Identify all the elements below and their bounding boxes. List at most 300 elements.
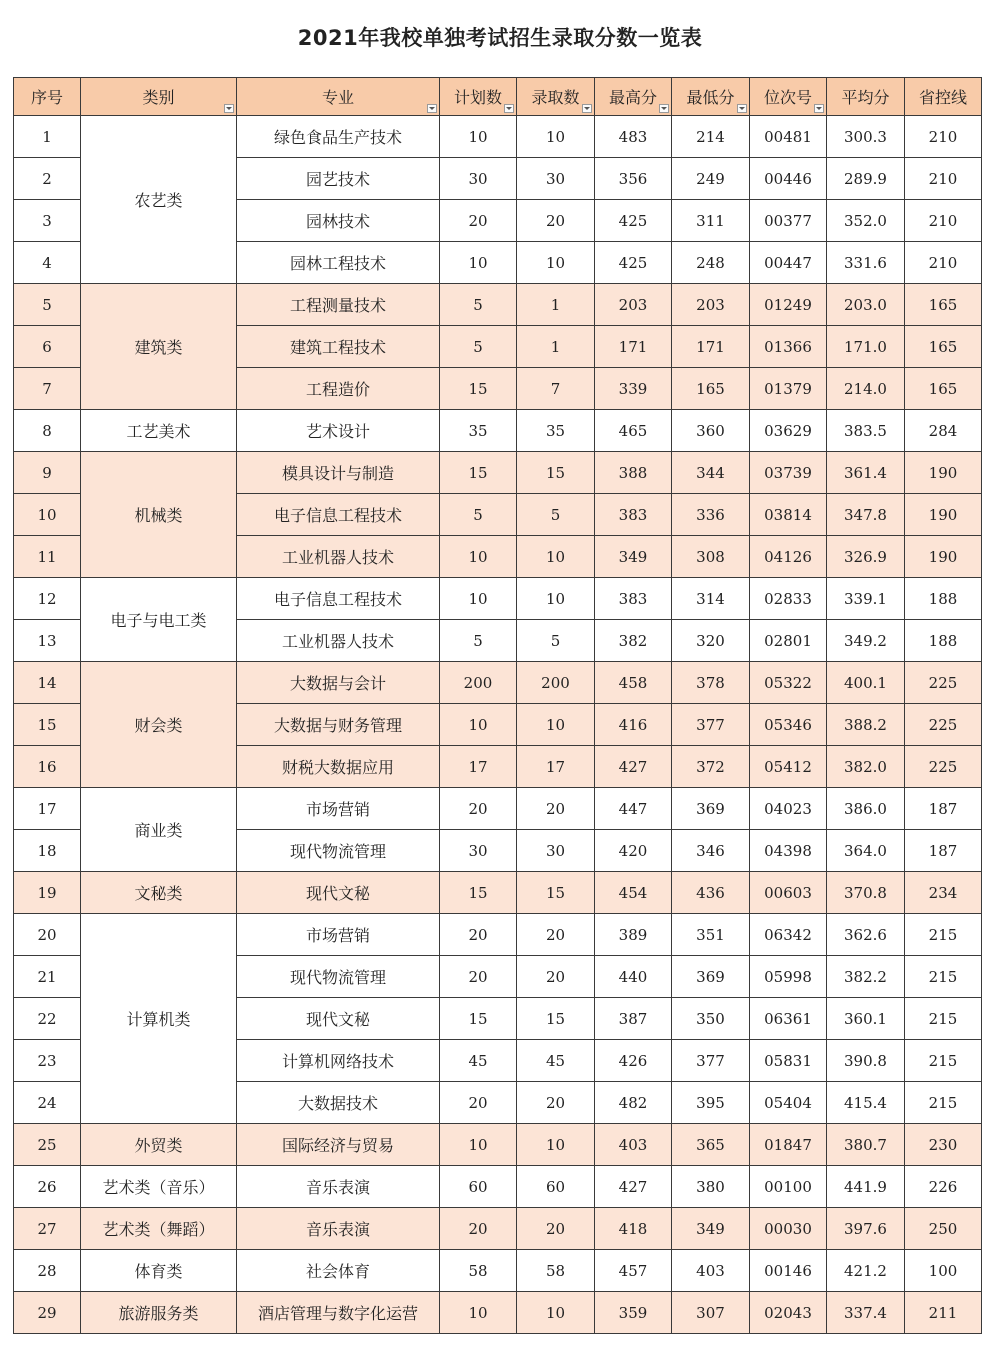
cell-max: 457: [595, 1250, 672, 1292]
cell-max: 427: [595, 1166, 672, 1208]
cell-average: 331.6: [827, 242, 905, 284]
cell-average: 397.6: [827, 1208, 905, 1250]
cell-max: 389: [595, 914, 672, 956]
cell-rank: 00446: [750, 158, 827, 200]
cell-index: 2: [14, 158, 81, 200]
cell-index: 29: [14, 1292, 81, 1334]
cell-rank: 01249: [750, 284, 827, 326]
cell-average: 300.3: [827, 116, 905, 158]
header-rank: [750, 78, 827, 116]
cell-min: 346: [672, 830, 750, 872]
cell-admitted: 35: [517, 410, 595, 452]
cell-max: 465: [595, 410, 672, 452]
cell-index: 24: [14, 1082, 81, 1124]
cell-average: 349.2: [827, 620, 905, 662]
header-index: [14, 78, 81, 116]
cell-index: 10: [14, 494, 81, 536]
cell-max: 418: [595, 1208, 672, 1250]
cell-rank: 00447: [750, 242, 827, 284]
cell-plan: 10: [440, 1292, 517, 1334]
cell-average: 380.7: [827, 1124, 905, 1166]
cell-plan: 15: [440, 872, 517, 914]
cell-average: 203.0: [827, 284, 905, 326]
cell-plan: 10: [440, 704, 517, 746]
cell-min: 307: [672, 1292, 750, 1334]
cell-index: 19: [14, 872, 81, 914]
filter-dropdown-icon[interactable]: [737, 104, 747, 113]
cell-min: 249: [672, 158, 750, 200]
cell-plan: 20: [440, 200, 517, 242]
cell-max: 359: [595, 1292, 672, 1334]
cell-plan: 15: [440, 998, 517, 1040]
cell-rank: 06342: [750, 914, 827, 956]
cell-control-line: 234: [905, 872, 982, 914]
cell-control-line: 190: [905, 452, 982, 494]
cell-index: 23: [14, 1040, 81, 1082]
cell-major: 园林技术: [237, 200, 440, 242]
cell-major: 园林工程技术: [237, 242, 440, 284]
cell-max: 426: [595, 1040, 672, 1082]
page-title: 2021年我校单独考试招生录取分数一览表: [297, 26, 703, 50]
cell-control-line: 187: [905, 788, 982, 830]
cell-major: 电子信息工程技术: [237, 494, 440, 536]
cell-control-line: 210: [905, 116, 982, 158]
cell-max: 482: [595, 1082, 672, 1124]
cell-index: 15: [14, 704, 81, 746]
cell-min: 203: [672, 284, 750, 326]
cell-major: 电子信息工程技术: [237, 578, 440, 620]
cell-index: 18: [14, 830, 81, 872]
header-label: 序号: [30, 88, 63, 107]
header-label: 平均分: [841, 88, 890, 107]
cell-rank: 02043: [750, 1292, 827, 1334]
cell-admitted: 5: [517, 494, 595, 536]
cell-control-line: 211: [905, 1292, 982, 1334]
cell-index: 11: [14, 536, 81, 578]
cell-plan: 20: [440, 1208, 517, 1250]
cell-min: 349: [672, 1208, 750, 1250]
cell-plan: 10: [440, 578, 517, 620]
cell-min: 248: [672, 242, 750, 284]
cell-control-line: 187: [905, 830, 982, 872]
cell-min: 436: [672, 872, 750, 914]
cell-average: 362.6: [827, 914, 905, 956]
cell-min: 165: [672, 368, 750, 410]
cell-major: 模具设计与制造: [237, 452, 440, 494]
cell-index: 20: [14, 914, 81, 956]
cell-min: 365: [672, 1124, 750, 1166]
cell-min: 377: [672, 1040, 750, 1082]
cell-major: 音乐表演: [237, 1208, 440, 1250]
cell-average: 360.1: [827, 998, 905, 1040]
cell-max: 203: [595, 284, 672, 326]
header-label: 录取数: [531, 88, 580, 107]
header-label: 位次号: [763, 88, 812, 107]
cell-average: 390.8: [827, 1040, 905, 1082]
cell-average: 289.9: [827, 158, 905, 200]
filter-dropdown-icon[interactable]: [814, 104, 824, 113]
cell-min: 214: [672, 116, 750, 158]
cell-admitted: 58: [517, 1250, 595, 1292]
cell-major: 市场营销: [237, 788, 440, 830]
cell-average: 415.4: [827, 1082, 905, 1124]
header-control-line: [905, 78, 982, 116]
cell-min: 378: [672, 662, 750, 704]
cell-category: 文秘类: [81, 872, 237, 914]
cell-index: 22: [14, 998, 81, 1040]
cell-average: 352.0: [827, 200, 905, 242]
cell-plan: 60: [440, 1166, 517, 1208]
cell-rank: 00030: [750, 1208, 827, 1250]
cell-index: 27: [14, 1208, 81, 1250]
cell-min: 320: [672, 620, 750, 662]
cell-rank: 05322: [750, 662, 827, 704]
cell-max: 388: [595, 452, 672, 494]
cell-rank: 01379: [750, 368, 827, 410]
cell-plan: 5: [440, 326, 517, 368]
cell-admitted: 20: [517, 1208, 595, 1250]
cell-rank: 01366: [750, 326, 827, 368]
cell-major: 音乐表演: [237, 1166, 440, 1208]
table-row: [14, 284, 982, 326]
cell-control-line: 210: [905, 200, 982, 242]
table-row: [14, 1208, 982, 1250]
cell-rank: 05412: [750, 746, 827, 788]
cell-major: 大数据与财务管理: [237, 704, 440, 746]
header-label: 计划数: [453, 88, 502, 107]
cell-category: 电子与电工类: [81, 578, 237, 662]
cell-admitted: 30: [517, 830, 595, 872]
header-admitted: [517, 78, 595, 116]
cell-control-line: 165: [905, 368, 982, 410]
table-row: [14, 1250, 982, 1292]
cell-admitted: 10: [517, 116, 595, 158]
cell-rank: 02833: [750, 578, 827, 620]
cell-control-line: 215: [905, 1040, 982, 1082]
cell-plan: 58: [440, 1250, 517, 1292]
table-row: [14, 1166, 982, 1208]
cell-index: 1: [14, 116, 81, 158]
cell-plan: 5: [440, 620, 517, 662]
cell-admitted: 15: [517, 998, 595, 1040]
cell-average: 441.9: [827, 1166, 905, 1208]
cell-major: 工业机器人技术: [237, 536, 440, 578]
cell-max: 382: [595, 620, 672, 662]
table-row: [14, 1124, 982, 1166]
table-row: [14, 452, 982, 494]
cell-admitted: 15: [517, 452, 595, 494]
table-header-row: [14, 78, 982, 116]
cell-control-line: 165: [905, 284, 982, 326]
cell-rank: 01847: [750, 1124, 827, 1166]
cell-max: 440: [595, 956, 672, 998]
header-label: 专业: [321, 88, 354, 107]
cell-major: 绿色食品生产技术: [237, 116, 440, 158]
cell-min: 171: [672, 326, 750, 368]
cell-rank: 05404: [750, 1082, 827, 1124]
cell-average: 400.1: [827, 662, 905, 704]
cell-min: 395: [672, 1082, 750, 1124]
cell-rank: 00377: [750, 200, 827, 242]
cell-admitted: 200: [517, 662, 595, 704]
cell-admitted: 20: [517, 788, 595, 830]
cell-max: 339: [595, 368, 672, 410]
cell-plan: 15: [440, 452, 517, 494]
cell-control-line: 225: [905, 662, 982, 704]
cell-max: 171: [595, 326, 672, 368]
cell-category: 机械类: [81, 452, 237, 578]
cell-index: 6: [14, 326, 81, 368]
cell-admitted: 20: [517, 200, 595, 242]
cell-major: 现代物流管理: [237, 956, 440, 998]
cell-max: 458: [595, 662, 672, 704]
cell-average: 326.9: [827, 536, 905, 578]
cell-major: 大数据与会计: [237, 662, 440, 704]
table-row: [14, 914, 982, 956]
table-row: [14, 410, 982, 452]
cell-average: 347.8: [827, 494, 905, 536]
cell-major: 财税大数据应用: [237, 746, 440, 788]
filter-dropdown-icon[interactable]: [427, 104, 437, 113]
cell-plan: 35: [440, 410, 517, 452]
cell-average: 382.0: [827, 746, 905, 788]
cell-category: 外贸类: [81, 1124, 237, 1166]
cell-min: 308: [672, 536, 750, 578]
cell-max: 349: [595, 536, 672, 578]
cell-control-line: 215: [905, 1082, 982, 1124]
cell-plan: 30: [440, 158, 517, 200]
cell-major: 现代物流管理: [237, 830, 440, 872]
cell-control-line: 215: [905, 998, 982, 1040]
cell-control-line: 165: [905, 326, 982, 368]
cell-major: 艺术设计: [237, 410, 440, 452]
cell-admitted: 5: [517, 620, 595, 662]
cell-min: 369: [672, 956, 750, 998]
cell-control-line: 190: [905, 494, 982, 536]
cell-admitted: 10: [517, 536, 595, 578]
cell-max: 416: [595, 704, 672, 746]
header-major: [237, 78, 440, 116]
filter-dropdown-icon[interactable]: [224, 104, 234, 113]
table-row: [14, 872, 982, 914]
table-row: [14, 116, 982, 158]
cell-major: 市场营销: [237, 914, 440, 956]
cell-average: 383.5: [827, 410, 905, 452]
header-label: 省控线: [918, 88, 967, 107]
cell-admitted: 15: [517, 872, 595, 914]
cell-category: 旅游服务类: [81, 1292, 237, 1334]
cell-index: 9: [14, 452, 81, 494]
cell-index: 26: [14, 1166, 81, 1208]
cell-major: 工程测量技术: [237, 284, 440, 326]
table-row: [14, 578, 982, 620]
cell-max: 356: [595, 158, 672, 200]
cell-average: 337.4: [827, 1292, 905, 1334]
cell-rank: 00146: [750, 1250, 827, 1292]
cell-max: 425: [595, 242, 672, 284]
cell-major: 现代文秘: [237, 872, 440, 914]
cell-admitted: 20: [517, 914, 595, 956]
cell-category: 体育类: [81, 1250, 237, 1292]
cell-admitted: 10: [517, 1124, 595, 1166]
filter-dropdown-icon[interactable]: [504, 104, 514, 113]
admission-score-table: [13, 77, 982, 1334]
cell-admitted: 20: [517, 1082, 595, 1124]
cell-admitted: 10: [517, 704, 595, 746]
cell-plan: 15: [440, 368, 517, 410]
cell-control-line: 188: [905, 620, 982, 662]
cell-admitted: 45: [517, 1040, 595, 1082]
cell-plan: 30: [440, 830, 517, 872]
cell-min: 377: [672, 704, 750, 746]
cell-max: 427: [595, 746, 672, 788]
cell-major: 园艺技术: [237, 158, 440, 200]
cell-admitted: 10: [517, 242, 595, 284]
cell-plan: 10: [440, 1124, 517, 1166]
cell-control-line: 225: [905, 746, 982, 788]
cell-control-line: 188: [905, 578, 982, 620]
cell-major: 社会体育: [237, 1250, 440, 1292]
cell-category: 农艺类: [81, 116, 237, 284]
cell-min: 372: [672, 746, 750, 788]
cell-min: 311: [672, 200, 750, 242]
cell-index: 16: [14, 746, 81, 788]
header-min: [672, 78, 750, 116]
cell-index: 5: [14, 284, 81, 326]
cell-rank: 05998: [750, 956, 827, 998]
cell-index: 8: [14, 410, 81, 452]
filter-dropdown-icon[interactable]: [582, 104, 592, 113]
cell-admitted: 10: [517, 1292, 595, 1334]
cell-min: 351: [672, 914, 750, 956]
cell-control-line: 210: [905, 242, 982, 284]
cell-average: 388.2: [827, 704, 905, 746]
cell-max: 383: [595, 578, 672, 620]
cell-min: 350: [672, 998, 750, 1040]
cell-index: 4: [14, 242, 81, 284]
cell-rank: 00603: [750, 872, 827, 914]
cell-min: 360: [672, 410, 750, 452]
table-row: [14, 788, 982, 830]
cell-plan: 10: [440, 242, 517, 284]
cell-admitted: 60: [517, 1166, 595, 1208]
filter-dropdown-icon[interactable]: [659, 104, 669, 113]
cell-index: 17: [14, 788, 81, 830]
cell-plan: 5: [440, 284, 517, 326]
cell-max: 383: [595, 494, 672, 536]
cell-control-line: 100: [905, 1250, 982, 1292]
cell-average: 386.0: [827, 788, 905, 830]
cell-category: 财会类: [81, 662, 237, 788]
cell-max: 420: [595, 830, 672, 872]
cell-average: 171.0: [827, 326, 905, 368]
header-plan: [440, 78, 517, 116]
header-label: 类别: [142, 88, 175, 107]
cell-rank: 02801: [750, 620, 827, 662]
cell-control-line: 230: [905, 1124, 982, 1166]
cell-rank: 05346: [750, 704, 827, 746]
cell-index: 28: [14, 1250, 81, 1292]
cell-plan: 20: [440, 956, 517, 998]
cell-control-line: 226: [905, 1166, 982, 1208]
cell-plan: 5: [440, 494, 517, 536]
cell-admitted: 7: [517, 368, 595, 410]
cell-max: 447: [595, 788, 672, 830]
cell-min: 403: [672, 1250, 750, 1292]
cell-plan: 17: [440, 746, 517, 788]
cell-admitted: 17: [517, 746, 595, 788]
cell-rank: 06361: [750, 998, 827, 1040]
cell-control-line: 284: [905, 410, 982, 452]
cell-plan: 20: [440, 788, 517, 830]
cell-average: 361.4: [827, 452, 905, 494]
cell-category: 建筑类: [81, 284, 237, 410]
cell-admitted: 20: [517, 956, 595, 998]
cell-max: 454: [595, 872, 672, 914]
cell-rank: 05831: [750, 1040, 827, 1082]
cell-category: 艺术类（音乐）: [81, 1166, 237, 1208]
cell-major: 酒店管理与数字化运营: [237, 1292, 440, 1334]
cell-rank: 04398: [750, 830, 827, 872]
cell-admitted: 1: [517, 284, 595, 326]
cell-admitted: 1: [517, 326, 595, 368]
cell-plan: 200: [440, 662, 517, 704]
cell-max: 403: [595, 1124, 672, 1166]
table-row: [14, 662, 982, 704]
cell-plan: 10: [440, 536, 517, 578]
cell-average: 382.2: [827, 956, 905, 998]
header-category: [81, 78, 237, 116]
cell-min: 369: [672, 788, 750, 830]
cell-control-line: 250: [905, 1208, 982, 1250]
cell-rank: 00100: [750, 1166, 827, 1208]
cell-index: 7: [14, 368, 81, 410]
cell-control-line: 190: [905, 536, 982, 578]
cell-average: 421.2: [827, 1250, 905, 1292]
cell-average: 339.1: [827, 578, 905, 620]
cell-major: 现代文秘: [237, 998, 440, 1040]
cell-rank: 03629: [750, 410, 827, 452]
cell-index: 13: [14, 620, 81, 662]
cell-max: 425: [595, 200, 672, 242]
cell-index: 12: [14, 578, 81, 620]
cell-control-line: 215: [905, 914, 982, 956]
cell-plan: 20: [440, 1082, 517, 1124]
cell-major: 工程造价: [237, 368, 440, 410]
table-body: [14, 116, 982, 1334]
cell-average: 370.8: [827, 872, 905, 914]
cell-category: 计算机类: [81, 914, 237, 1124]
cell-control-line: 225: [905, 704, 982, 746]
cell-category: 商业类: [81, 788, 237, 872]
cell-max: 387: [595, 998, 672, 1040]
cell-major: 建筑工程技术: [237, 326, 440, 368]
cell-plan: 10: [440, 116, 517, 158]
cell-index: 14: [14, 662, 81, 704]
header-label: 最低分: [686, 88, 735, 107]
cell-min: 344: [672, 452, 750, 494]
cell-rank: 04126: [750, 536, 827, 578]
cell-min: 380: [672, 1166, 750, 1208]
header-max: [595, 78, 672, 116]
cell-plan: 20: [440, 914, 517, 956]
cell-min: 336: [672, 494, 750, 536]
cell-plan: 45: [440, 1040, 517, 1082]
cell-control-line: 215: [905, 956, 982, 998]
cell-index: 25: [14, 1124, 81, 1166]
cell-category: 艺术类（舞蹈）: [81, 1208, 237, 1250]
cell-admitted: 10: [517, 578, 595, 620]
